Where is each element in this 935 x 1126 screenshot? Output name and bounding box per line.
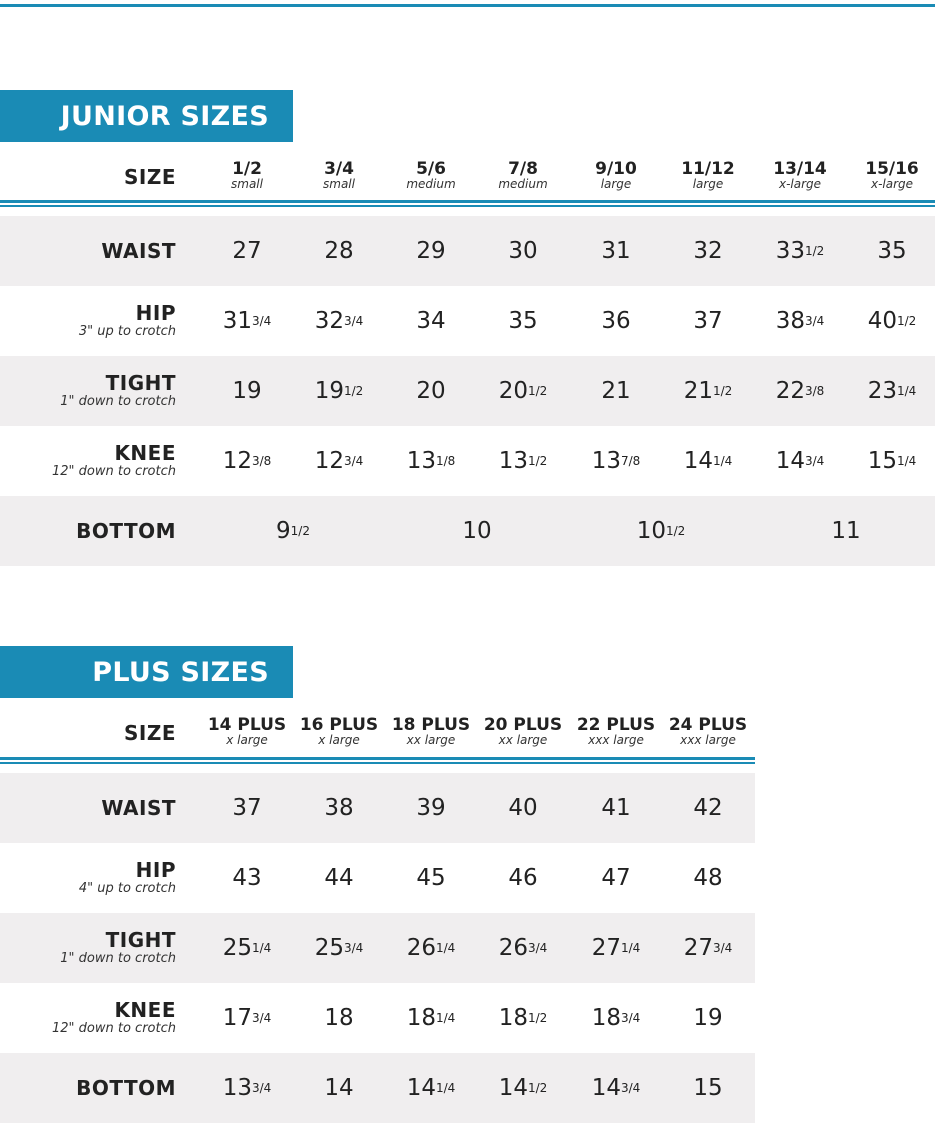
measurement-name: HIP [135, 858, 176, 882]
measurement-value: 13 7/8 [591, 448, 641, 474]
measurement-value: 18 1/4 [406, 1005, 456, 1031]
measurement-value: 48 [693, 865, 723, 891]
measurement-value: 10 1/2 [636, 518, 686, 544]
measurement-value: 23 1/4 [867, 378, 917, 404]
measurement-value: 42 [693, 795, 723, 821]
measurement-row-hip [0, 843, 755, 913]
size-header-cell [290, 144, 388, 206]
plus-sizes-banner: PLUS SIZES [0, 646, 293, 698]
size-code: 11/12 [681, 158, 735, 179]
row-label [0, 913, 176, 983]
measurement-value: 19 [693, 1005, 723, 1031]
measurement-value: 14 3/4 [591, 1075, 641, 1101]
size-description: xx large [498, 732, 548, 747]
measurement-name: TIGHT [105, 371, 176, 395]
measurement-value: 46 [508, 865, 538, 891]
size-description: medium [406, 176, 456, 191]
measurement-value: 34 [416, 308, 446, 334]
size-header-cell [198, 144, 296, 206]
measurement-value: 47 [601, 865, 631, 891]
size-code: 24 PLUS [668, 714, 748, 735]
top-rule [0, 4, 935, 7]
measurement-value: 40 [508, 795, 538, 821]
size-header-cell [567, 144, 665, 206]
measurement-value: 37 [693, 308, 723, 334]
row-label [0, 286, 176, 356]
measurement-name: BOTTOM [76, 1075, 176, 1100]
measurement-value: 11 [831, 518, 861, 544]
row-label [0, 983, 176, 1053]
measurement-value: 31 [601, 238, 631, 264]
measurement-row-knee [0, 426, 935, 496]
size-description: x-large [870, 176, 914, 191]
measurement-value: 12 3/4 [314, 448, 364, 474]
measurement-row-bottom [0, 496, 935, 566]
measurement-value: 15 1/4 [867, 448, 917, 474]
size-header-cell [198, 700, 296, 762]
size-header-cell [382, 700, 480, 762]
row-label [0, 496, 176, 566]
measurement-value: 19 [232, 378, 262, 404]
measurement-value: 45 [416, 865, 446, 891]
measurement-value: 41 [601, 795, 631, 821]
row-label [0, 773, 176, 843]
measurement-value: 27 3/4 [683, 935, 733, 961]
measurement-name: WAIST [101, 795, 176, 820]
measurement-value: 26 1/4 [406, 935, 456, 961]
size-code: 20 PLUS [483, 714, 563, 735]
measurement-row-tight [0, 913, 755, 983]
size-code: 22 PLUS [576, 714, 656, 735]
size-description: xxx large [680, 732, 736, 747]
size-header-cell [751, 144, 849, 206]
size-description: large [600, 176, 632, 191]
measurement-value: 25 1/4 [222, 935, 272, 961]
measurement-value: 27 [232, 238, 262, 264]
size-header-cell [474, 700, 572, 762]
size-code: 13/14 [773, 158, 827, 179]
measurement-value: 40 1/2 [867, 308, 917, 334]
measurement-value: 28 [324, 238, 354, 264]
measurement-row-bottom [0, 1053, 755, 1123]
size-description: large [692, 176, 724, 191]
measurement-value: 18 [324, 1005, 354, 1031]
size-description: x large [318, 732, 360, 747]
measurement-value: 38 3/4 [775, 308, 825, 334]
measurement-value: 38 [324, 795, 354, 821]
size-column-label: SIZE [123, 165, 176, 189]
measurement-value: 25 3/4 [314, 935, 364, 961]
measurement-value: 32 3/4 [314, 308, 364, 334]
measurement-value: 10 [462, 518, 492, 544]
size-description: small [323, 176, 355, 191]
measurement-value: 13 1/2 [498, 448, 548, 474]
size-code: 7/8 [508, 158, 538, 179]
measurement-value: 14 1/4 [406, 1075, 456, 1101]
size-description: xx large [406, 732, 456, 747]
measurement-value: 27 1/4 [591, 935, 641, 961]
measurement-value: 21 [601, 378, 631, 404]
measurement-value: 35 [508, 308, 538, 334]
measurement-value: 31 3/4 [222, 308, 272, 334]
row-label [0, 1053, 176, 1123]
measurement-value: 13 1/8 [406, 448, 456, 474]
measurement-value: 22 3/8 [775, 378, 825, 404]
measurement-name: KNEE [114, 441, 176, 465]
measurement-row-waist [0, 216, 935, 286]
size-header-cell [290, 700, 388, 762]
measurement-value: 18 1/2 [498, 1005, 548, 1031]
measurement-value: 15 [693, 1075, 723, 1101]
size-header-cell [474, 144, 572, 206]
measurement-value: 29 [416, 238, 446, 264]
junior-header-divider [0, 200, 935, 207]
row-label [0, 216, 176, 286]
size-code: 14 PLUS [207, 714, 287, 735]
size-code: 3/4 [324, 158, 354, 179]
measurement-value: 30 [508, 238, 538, 264]
measurement-value: 21 1/2 [683, 378, 733, 404]
measurement-value: 20 1/2 [498, 378, 548, 404]
measurement-value: 18 3/4 [591, 1005, 641, 1031]
junior-sizes-banner: JUNIOR SIZES [0, 90, 293, 142]
size-description: small [231, 176, 263, 191]
size-code: 5/6 [416, 158, 446, 179]
measurement-value: 14 3/4 [775, 448, 825, 474]
row-label [0, 356, 176, 426]
size-description: medium [498, 176, 548, 191]
size-header-cell [382, 144, 480, 206]
size-code: 1/2 [232, 158, 262, 179]
measurement-name: BOTTOM [76, 518, 176, 543]
measurement-note: 1" down to crotch [60, 951, 176, 966]
size-header-cell [659, 700, 757, 762]
measurement-row-tight [0, 356, 935, 426]
measurement-row-knee [0, 983, 755, 1053]
size-column-label: SIZE [123, 721, 176, 745]
measurement-value: 37 [232, 795, 262, 821]
measurement-value: 14 1/4 [683, 448, 733, 474]
measurement-value: 39 [416, 795, 446, 821]
measurement-value: 12 3/8 [222, 448, 272, 474]
measurement-note: 3" up to crotch [78, 324, 176, 339]
measurement-value: 26 3/4 [498, 935, 548, 961]
plus-header-divider [0, 757, 755, 764]
measurement-note: 12" down to crotch [52, 464, 176, 479]
size-header-cell [567, 700, 665, 762]
measurement-value: 9 1/2 [276, 518, 310, 544]
size-code: 16 PLUS [299, 714, 379, 735]
junior-header-row [0, 146, 935, 208]
measurement-name: HIP [135, 301, 176, 325]
size-description: xxx large [588, 732, 644, 747]
measurement-value: 33 1/2 [775, 238, 825, 264]
measurement-value: 44 [324, 865, 354, 891]
measurement-row-hip [0, 286, 935, 356]
size-code: 18 PLUS [391, 714, 471, 735]
size-code: 15/16 [865, 158, 919, 179]
measurement-note: 1" down to crotch [60, 394, 176, 409]
size-code: 9/10 [595, 158, 637, 179]
size-description: x large [226, 732, 268, 747]
measurement-name: TIGHT [105, 928, 176, 952]
row-label [0, 843, 176, 913]
measurement-value: 19 1/2 [314, 378, 364, 404]
measurement-value: 14 [324, 1075, 354, 1101]
row-label [0, 426, 176, 496]
plus-header-row [0, 702, 755, 764]
measurement-value: 14 1/2 [498, 1075, 548, 1101]
measurement-note: 4" up to crotch [78, 881, 176, 896]
measurement-value: 36 [601, 308, 631, 334]
measurement-value: 32 [693, 238, 723, 264]
measurement-value: 35 [877, 238, 907, 264]
measurement-note: 12" down to crotch [52, 1021, 176, 1036]
measurement-value: 43 [232, 865, 262, 891]
measurement-value: 17 3/4 [222, 1005, 272, 1031]
size-header-cell [659, 144, 757, 206]
measurement-value: 13 3/4 [222, 1075, 272, 1101]
measurement-name: KNEE [114, 998, 176, 1022]
size-header-cell [843, 144, 935, 206]
measurement-value: 20 [416, 378, 446, 404]
size-description: x-large [778, 176, 822, 191]
measurement-name: WAIST [101, 238, 176, 263]
measurement-row-waist [0, 773, 755, 843]
